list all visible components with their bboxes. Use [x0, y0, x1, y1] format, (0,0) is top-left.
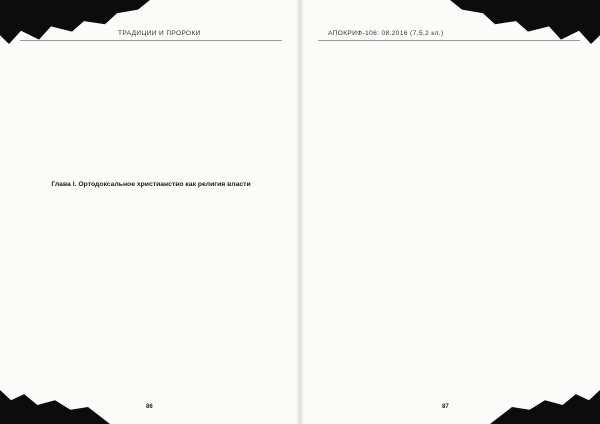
right-page [300, 0, 600, 424]
page-number-right: 87 [442, 404, 449, 410]
ornament-top-right [450, 0, 600, 44]
header-rule-right [318, 40, 580, 41]
page-number-left: 86 [146, 404, 153, 410]
header-rule-left [20, 40, 282, 41]
running-head-right: АПОКРИФ-106: 08.2016 (7,5.2 кл.) [328, 30, 444, 37]
running-head-left: ТРАДИЦИИ И ПРОРОКИ [118, 30, 201, 37]
right-body-text [318, 44, 580, 400]
ornament-top-left [0, 0, 150, 44]
left-body-text [20, 44, 282, 400]
chapter-heading: Глава I. Ортодоксальное христианство как религия власти [51, 181, 251, 188]
